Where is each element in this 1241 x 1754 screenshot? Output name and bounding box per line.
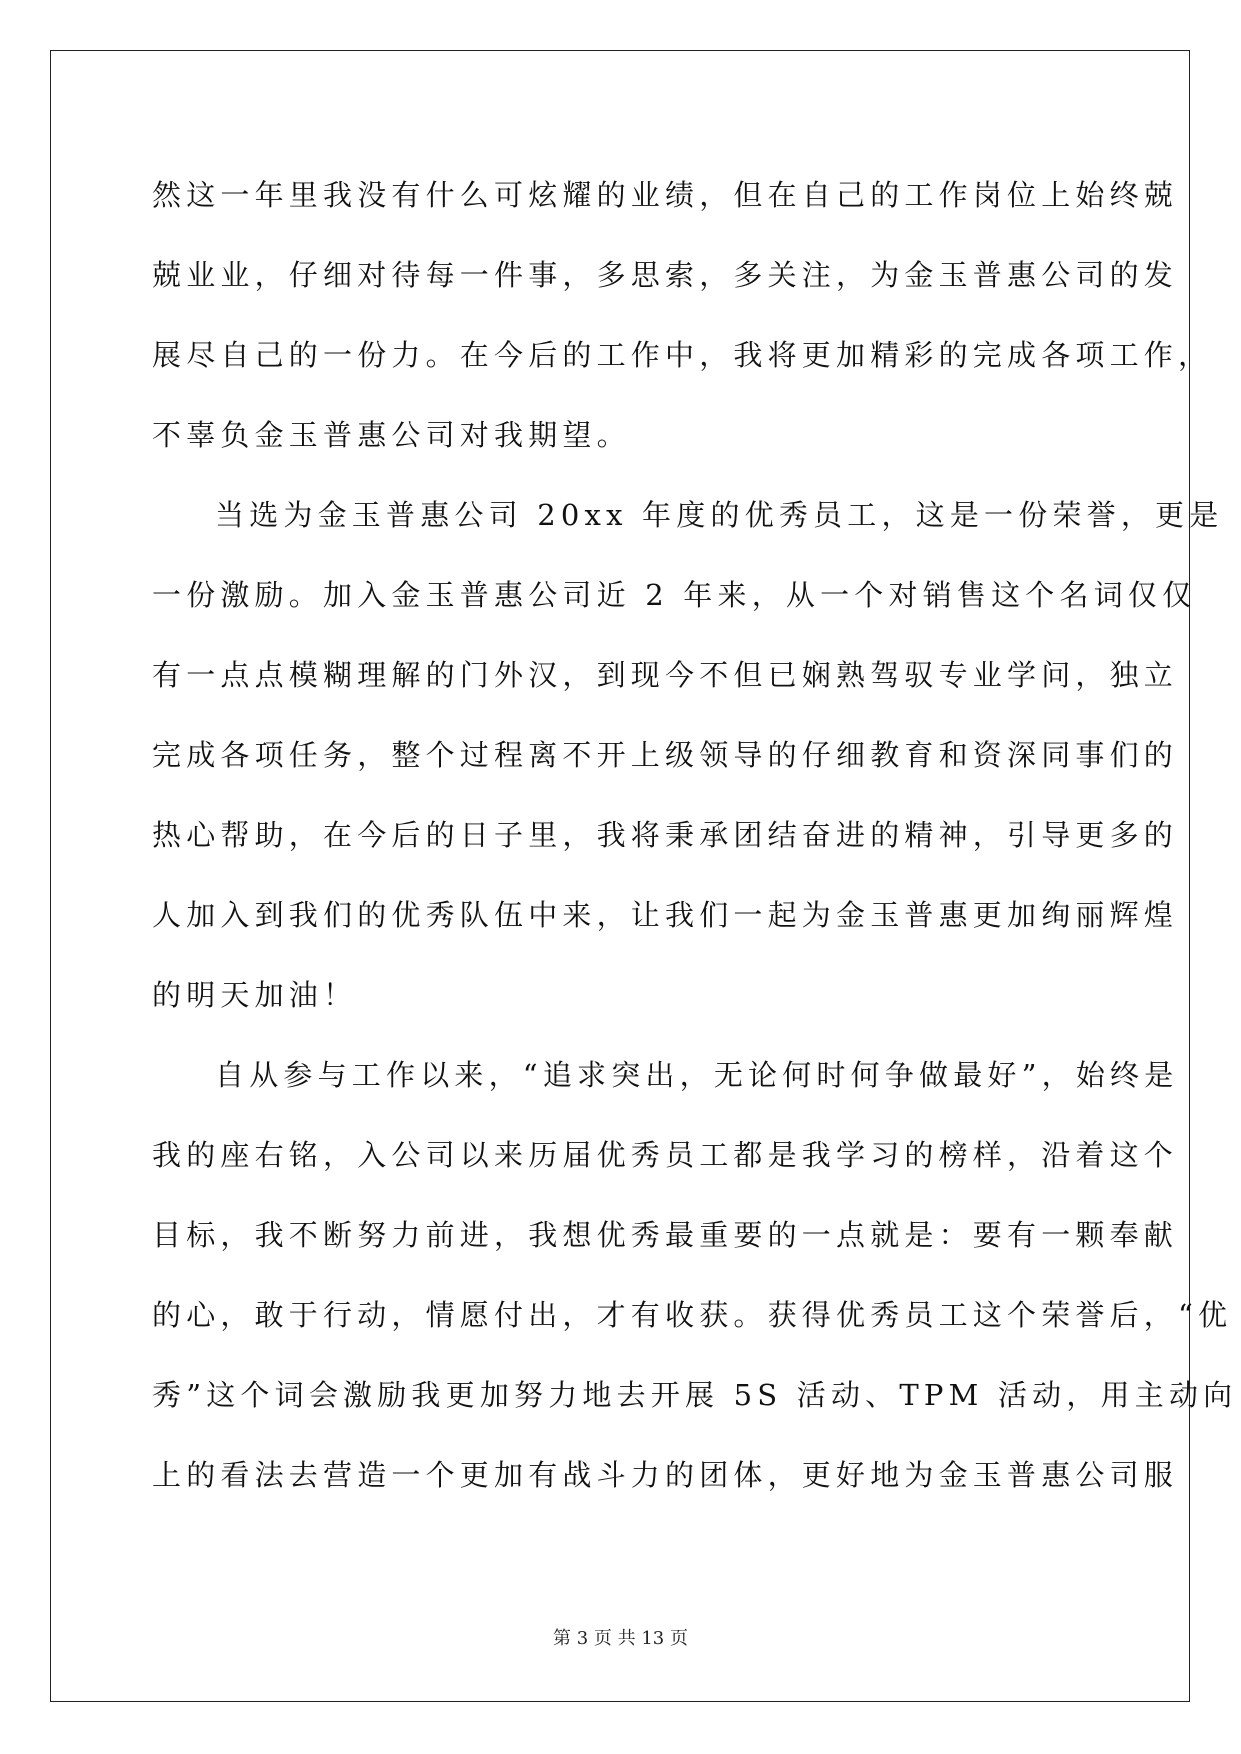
text-line: 兢业业，仔细对待每一件事，多思索，多关注，为金玉普惠公司的发 [152, 258, 1179, 292]
text-line: 完成各项任务，整个过程离不开上级领导的仔细教育和资深同事们的 [152, 738, 1179, 772]
text-line: 秀”这个词会激励我更加努力地去开展 5S 活动、TPM 活动，用主动向 [152, 1378, 1238, 1412]
text-line: 不辜负金玉普惠公司对我期望。 [152, 418, 631, 452]
paragraph-start-line: 自从参与工作以来，“追求突出，无论何时何争做最好”，始终是 [215, 1058, 1179, 1092]
text-line: 的明天加油！ [152, 978, 358, 1012]
text-line: 的心，敢于行动，情愿付出，才有收获。获得优秀员工这个荣誉后，“优 [152, 1298, 1233, 1332]
text-line: 上的看法去营造一个更加有战斗力的团体，更好地为金玉普惠公司服 [152, 1458, 1179, 1492]
text-line: 有一点点模糊理解的门外汉，到现今不但已娴熟驾驭专业学问，独立 [152, 658, 1179, 692]
text-line: 热心帮助，在今后的日子里，我将秉承团结奋进的精神，引导更多的 [152, 818, 1179, 852]
text-line: 一份激励。加入金玉普惠公司近 2 年来，从一个对销售这个名词仅仅 [152, 578, 1197, 612]
paragraph-start-line: 当选为金玉普惠公司 20xx 年度的优秀员工，这是一份荣誉，更是 [215, 498, 1224, 532]
text-line: 人加入到我们的优秀队伍中来，让我们一起为金玉普惠更加绚丽辉煌 [152, 898, 1179, 932]
document-body [152, 155, 1238, 1515]
page-number-footer: 第 3 页 共 13 页 [553, 1628, 688, 1649]
text-line: 展尽自己的一份力。在今后的工作中，我将更加精彩的完成各项工作， [152, 338, 1213, 372]
text-line: 我的座右铭，入公司以来历届优秀员工都是我学习的榜样，沿着这个 [152, 1138, 1179, 1172]
text-line: 目标，我不断努力前进，我想优秀最重要的一点就是：要有一颗奉献 [152, 1218, 1179, 1252]
text-line: 然这一年里我没有什么可炫耀的业绩，但在自己的工作岗位上始终兢 [152, 178, 1179, 212]
